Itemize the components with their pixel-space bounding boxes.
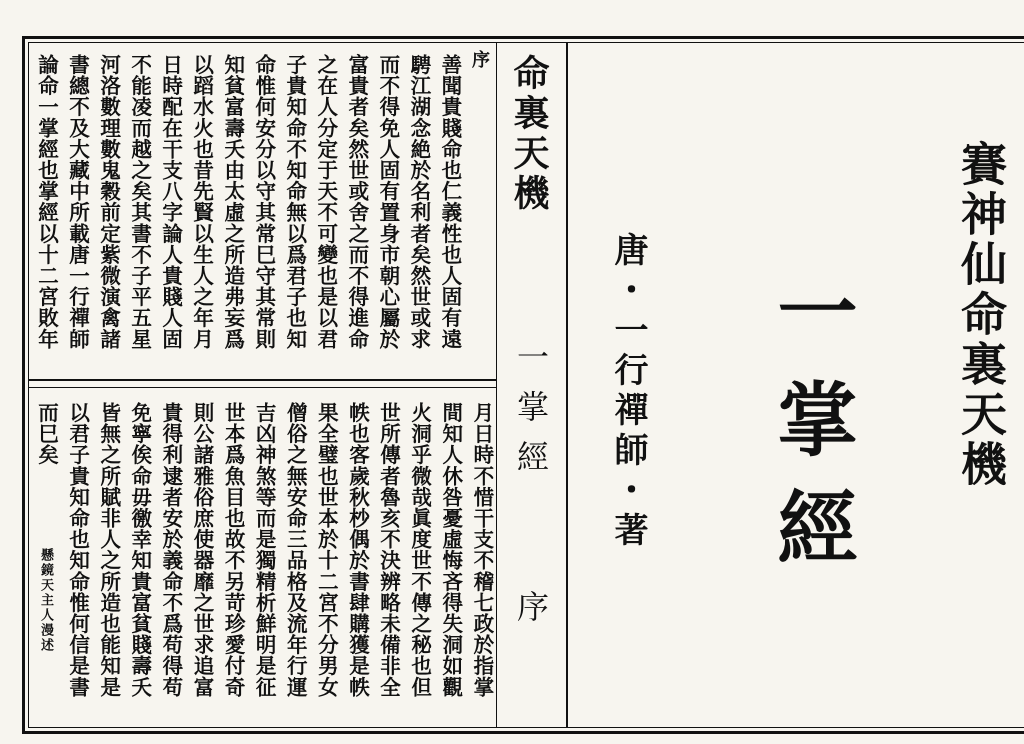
preface-column: 河洛數理數鬼穀前定紫微演禽諸 [96,54,121,350]
spine-title: 命裏天機 [508,54,550,214]
divider-spine-cover [566,42,568,728]
preface-column: 日時配在干支八字論人貴賤人固 [158,54,183,350]
series-title: 賽神仙命裏天機 [954,140,1008,490]
preface-column: 月日時不惜干支不稽七政於指掌 [469,402,494,698]
spine-subtitle: 一掌經 [512,340,550,490]
preface-top-block [36,54,460,372]
preface-column: 論命一掌經也掌經以十二宮敗年 [34,54,59,350]
preface-signature: 懸鏡天主人漫述 [38,548,53,653]
divider-preface-bottom [28,387,496,388]
preface-column: 世本爲魚目也故不另苛珍愛付奇 [221,402,246,698]
divider-preface-spine [496,42,497,728]
preface-column: 吉凶神煞等而是獨精析鮮明是征 [252,402,277,698]
preface-column: 以君子貴知命也知命惟何信是書 [65,402,90,698]
preface-column: 命惟何安分以守其常巳守其常則 [251,54,276,350]
preface-column: 果全璧也世本於十二宮不分男女 [314,402,339,698]
preface-column: 之在人分定于天不可變也是以君 [313,54,338,350]
preface-column: 而不得免人固有置身市朝心屬於 [375,54,400,350]
preface-column: 間知人休咎憂虛悔吝得失洞如觀 [438,402,463,698]
main-title: 一掌經 [764,270,858,594]
preface-column: 免寧俟命毋徼幸知貴富貧賤壽夭 [127,402,152,698]
preface-column: 騁江湖念絶於名利者矣然世或求 [406,54,431,350]
preface-column: 皆無之所賦非人之所造也能知是 [96,402,121,698]
preface-label: 序 [469,50,490,68]
preface-column: 僧俗之無安命三品格及流年行運 [283,402,308,698]
preface-column: 子貴知命不知命無以爲君子也知 [282,54,307,350]
preface-column: 書總不及大藏中所載唐一行禪師 [65,54,90,350]
divider-preface-top [28,379,496,381]
preface-column: 富貴者矣然世或舍之而不得進命 [344,54,369,350]
spine-section-label: 序 [512,590,550,622]
preface-column: 以蹈水火也昔先賢以生人之年月 [189,54,214,350]
preface-column: 不能凌而越之矣其書不子平五星 [127,54,152,350]
author-line: 唐・一行禪師・著 [608,232,648,552]
preface-column: 而巳矣 [34,402,59,466]
preface-column: 善聞貴賤命也仁義性也人固有遠 [437,54,462,350]
preface-bottom-block [36,402,492,722]
preface-column: 火洞乎微哉眞度世不傳之秘也但 [407,402,432,698]
preface-column: 帙也客歲秋杪偶於書肆購獲是帙 [345,402,370,698]
preface-column: 世所傳者魯亥不決辨略未備非全 [376,402,401,698]
preface-column: 貴得利逮者安於義命不爲苟得苟 [158,402,183,698]
preface-column: 知貧富壽夭由太虛之所造弗妄爲 [220,54,245,350]
preface-column: 則公諸雅俗庶使器靡之世求追富 [189,402,214,698]
